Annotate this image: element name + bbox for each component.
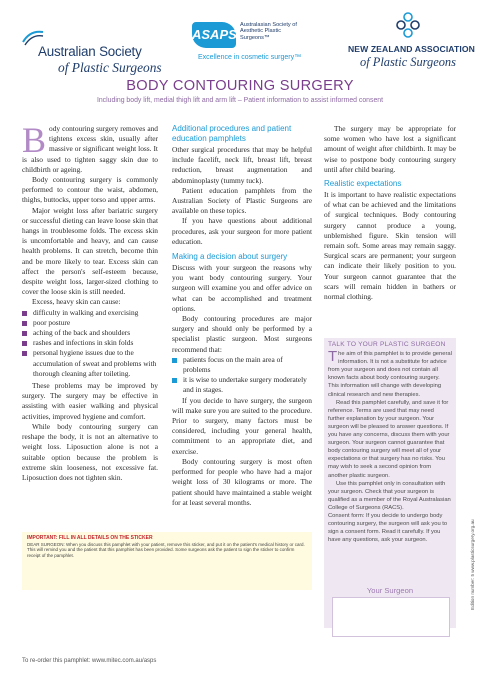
column-2 bbox=[172, 124, 312, 508]
your-surgeon-field[interactable] bbox=[332, 597, 450, 637]
square-bullet-icon bbox=[172, 378, 177, 383]
bullet-list bbox=[172, 355, 312, 396]
list-item-text: rashes and infections in skin folds bbox=[33, 338, 134, 348]
square-bullet-icon bbox=[172, 358, 177, 363]
section-heading: Additional procedures and patient education pamphlets bbox=[172, 124, 292, 143]
paragraph: Discuss with your surgeon the reasons why you want body contouring surgery. Your surgeon will examine you and offer advice on what can be accomplished and treatment options. bbox=[172, 263, 312, 313]
paragraph: If you have questions about additional procedures, ask your surgeon for more patient education. bbox=[172, 216, 312, 246]
paragraph: ody contouring surgery removes and tightens excess skin, usually after massive or significant weight loss. It is also used to tighten saggy skin due to childbirth or ageing. bbox=[22, 124, 158, 174]
nzaps-logo-line1: NEW ZEALAND ASSOCIATION bbox=[348, 44, 475, 54]
asaps-name-line: Aesthetic Plastic bbox=[240, 28, 282, 35]
square-bullet-icon bbox=[22, 351, 27, 356]
paragraph: If you decide to have surgery, the surgeon will make sure you are suited to the procedure. Prior to surgery, many factors must be considered, including your general health, commitment to an appropriate diet, and exercise. bbox=[172, 395, 312, 456]
list-item bbox=[172, 355, 312, 375]
square-bullet-icon bbox=[22, 311, 27, 316]
paragraph: Excess, heavy skin can cause: bbox=[32, 297, 121, 307]
list-item-text: aching of the back and shoulders bbox=[33, 328, 131, 338]
talk-box-title: TALK TO YOUR PLASTIC SURGEON bbox=[328, 341, 446, 348]
list-item bbox=[22, 318, 158, 328]
section-heading: Making a decision about surgery bbox=[172, 252, 288, 262]
asaps-tagline: Excellence in cosmetic surgery™ bbox=[198, 54, 302, 61]
paragraph: These problems may be improved by surgery. The surgery may be effective in assisting with easier walking and physical activities, improved hygiene and comfort. bbox=[22, 381, 158, 421]
paragraph: Other surgical procedures that may be helpful include facelift, neck lift, breast lift, breast reduction, breast augmentation and abdominoplasty (tummy tuck). bbox=[172, 145, 312, 185]
page-title: BODY CONTOURING SURGERY bbox=[126, 78, 354, 94]
asaps-badge: ASAPS bbox=[192, 22, 236, 48]
page-subtitle: Including body lift, medial thigh lift and arm lift – Patient information to assist informed consent bbox=[96, 97, 384, 104]
list-item bbox=[22, 308, 158, 318]
your-surgeon-label: Your Surgeon bbox=[366, 586, 414, 595]
paragraph: Major weight loss after bariatric surgery or successful dieting can leave loose skin that hangs in troublesome folds. The excess skin is uncomfortable and heavy, and can cause health problems. It can stretch, become thin and be more likely to tear. Excess skin can affect the person's self-esteem because, despite weight loss, larger-sized clothing to cover the loose skin is still needed. bbox=[22, 205, 158, 297]
list-item-text: it is wise to undertake surgery moderately and in stages. bbox=[183, 375, 307, 395]
nzaps-logo-line2: of Plastic Surgeons bbox=[360, 55, 456, 69]
square-bullet-icon bbox=[22, 321, 27, 326]
asaps-name bbox=[240, 22, 297, 41]
asps-logo-line2: of Plastic Surgeons bbox=[58, 60, 162, 75]
edition-sidetext: Edition number: 5 www.plasticsurgery.org.au bbox=[470, 519, 475, 610]
list-item bbox=[172, 375, 312, 395]
paragraph: Read this pamphlet carefully, and save it for reference. Terms are used that may need further explanation by your surgeon. Your surgeon will be pleased to answer questions. If you have any concerns, discuss them with your surgeon. Your surgeon cannot guarantee that body contouring surgery will meet all of your expectations or that surgery has no risks. You may wish to seek a second opinion from another plastic surgeon. bbox=[328, 399, 450, 479]
talk-to-surgeon-box bbox=[324, 338, 456, 628]
dropcap: B bbox=[22, 120, 47, 160]
dropcap: T bbox=[328, 348, 338, 366]
paragraph: Consent form: If you decide to undergo body contouring surgery, the surgeon will ask you to sign a consent form. Read it carefully. If you have any questions, ask your surgeon. bbox=[328, 512, 448, 544]
asps-logo-line1: Australian Society bbox=[38, 44, 142, 59]
square-bullet-icon bbox=[22, 331, 27, 336]
asps-logo bbox=[22, 14, 172, 75]
reorder-note: To re-order this pamphlet: www.mitec.com.au/asps bbox=[22, 658, 157, 664]
sticker-text: DEAR SURGEON: When you discuss this pamphlet with your patient, remove this sticker, and put it on the patient's medical history or card. This will remind you and the patient that this pamphlet has been provided. Some surgeons ask the patient to sign the sticker to confirm receipt of the pamphlet. bbox=[27, 541, 305, 558]
paragraph: The surgery may be appropriate for some women who have lost a significant amount of weight after childbirth. It may be wise to postpone body contouring surgery until after child bearing. bbox=[324, 124, 456, 174]
asaps-logo bbox=[192, 18, 302, 70]
paragraph: It is important to have realistic expectations of what can be achieved and the limitations of surgical techniques. Body contouring surgery cannot produce a young, unblemished figure. Skin tension will remain soft. Some areas may remain saggy. Surgical scars are permanent; your surgeon can indicate their likely position to you. Your surgeon cannot guarantee that the scars will remain hidden in bathers or normal clothing. bbox=[324, 190, 456, 302]
asaps-name-line: Surgeons™ bbox=[240, 34, 270, 41]
list-item bbox=[22, 348, 158, 379]
nzaps-logo bbox=[348, 10, 475, 80]
list-item bbox=[22, 338, 158, 348]
paragraph: he aim of this pamphlet is to provide general information. It is not a substitute for advice from your surgeon and does not contain all known facts about body contouring surgery. This information will change with developing clinical research and new therapies. bbox=[328, 351, 452, 398]
section-heading: Realistic expectations bbox=[324, 179, 402, 189]
paragraph: Body contouring surgery is commonly performed to contour the waist, abdomen, thighs, buttocks, upper torso and upper arms. bbox=[22, 175, 158, 205]
column-3 bbox=[324, 124, 456, 302]
sticker-title: IMPORTANT: FILL IN ALL DETAILS ON THE STICKER bbox=[27, 535, 153, 541]
square-bullet-icon bbox=[22, 341, 27, 346]
paragraph: Use this pamphlet only in consultation with your surgeon. Check that your surgeon is qualified as a member of the Royal Australasian College of Surgeons (RACS). bbox=[328, 480, 451, 511]
paragraph: Body contouring surgery is most often performed for people who have had a major weight loss of 30 kilograms or more. The patient should have maintained a stable weight for at least several months. bbox=[172, 456, 312, 507]
asaps-name-line: Australasian Society of bbox=[240, 22, 297, 28]
nzaps-emblem-icon bbox=[393, 10, 423, 40]
sticker-notice bbox=[22, 532, 312, 590]
paragraph: Body contouring procedures are major surgery and should only be performed by a specialist plastic surgeon. Most surgeons recommend that: bbox=[172, 314, 312, 354]
list-item-text: personal hygiene issues due to the accumulation of sweat and problems with thorough cleaning after toileting. bbox=[33, 348, 157, 378]
paragraph: While body contouring surgery can reshape the body, it is not an alternative to weight loss. Liposuction alone is not a suitable option because the problem is extreme skin looseness, not excessive fat. Liposuction does not tighten skin. bbox=[22, 421, 158, 482]
bullet-list bbox=[22, 308, 158, 379]
paragraph: Patient education pamphlets from the Australian Society of Plastic Surgeons are available on these topics. bbox=[172, 185, 312, 216]
column-1 bbox=[22, 120, 158, 483]
list-item bbox=[22, 328, 158, 338]
list-item-text: poor posture bbox=[33, 317, 71, 327]
list-item-text: patients focus on the main area of problems bbox=[183, 354, 283, 375]
list-item-text: difficulty in walking and exercising bbox=[33, 307, 139, 317]
